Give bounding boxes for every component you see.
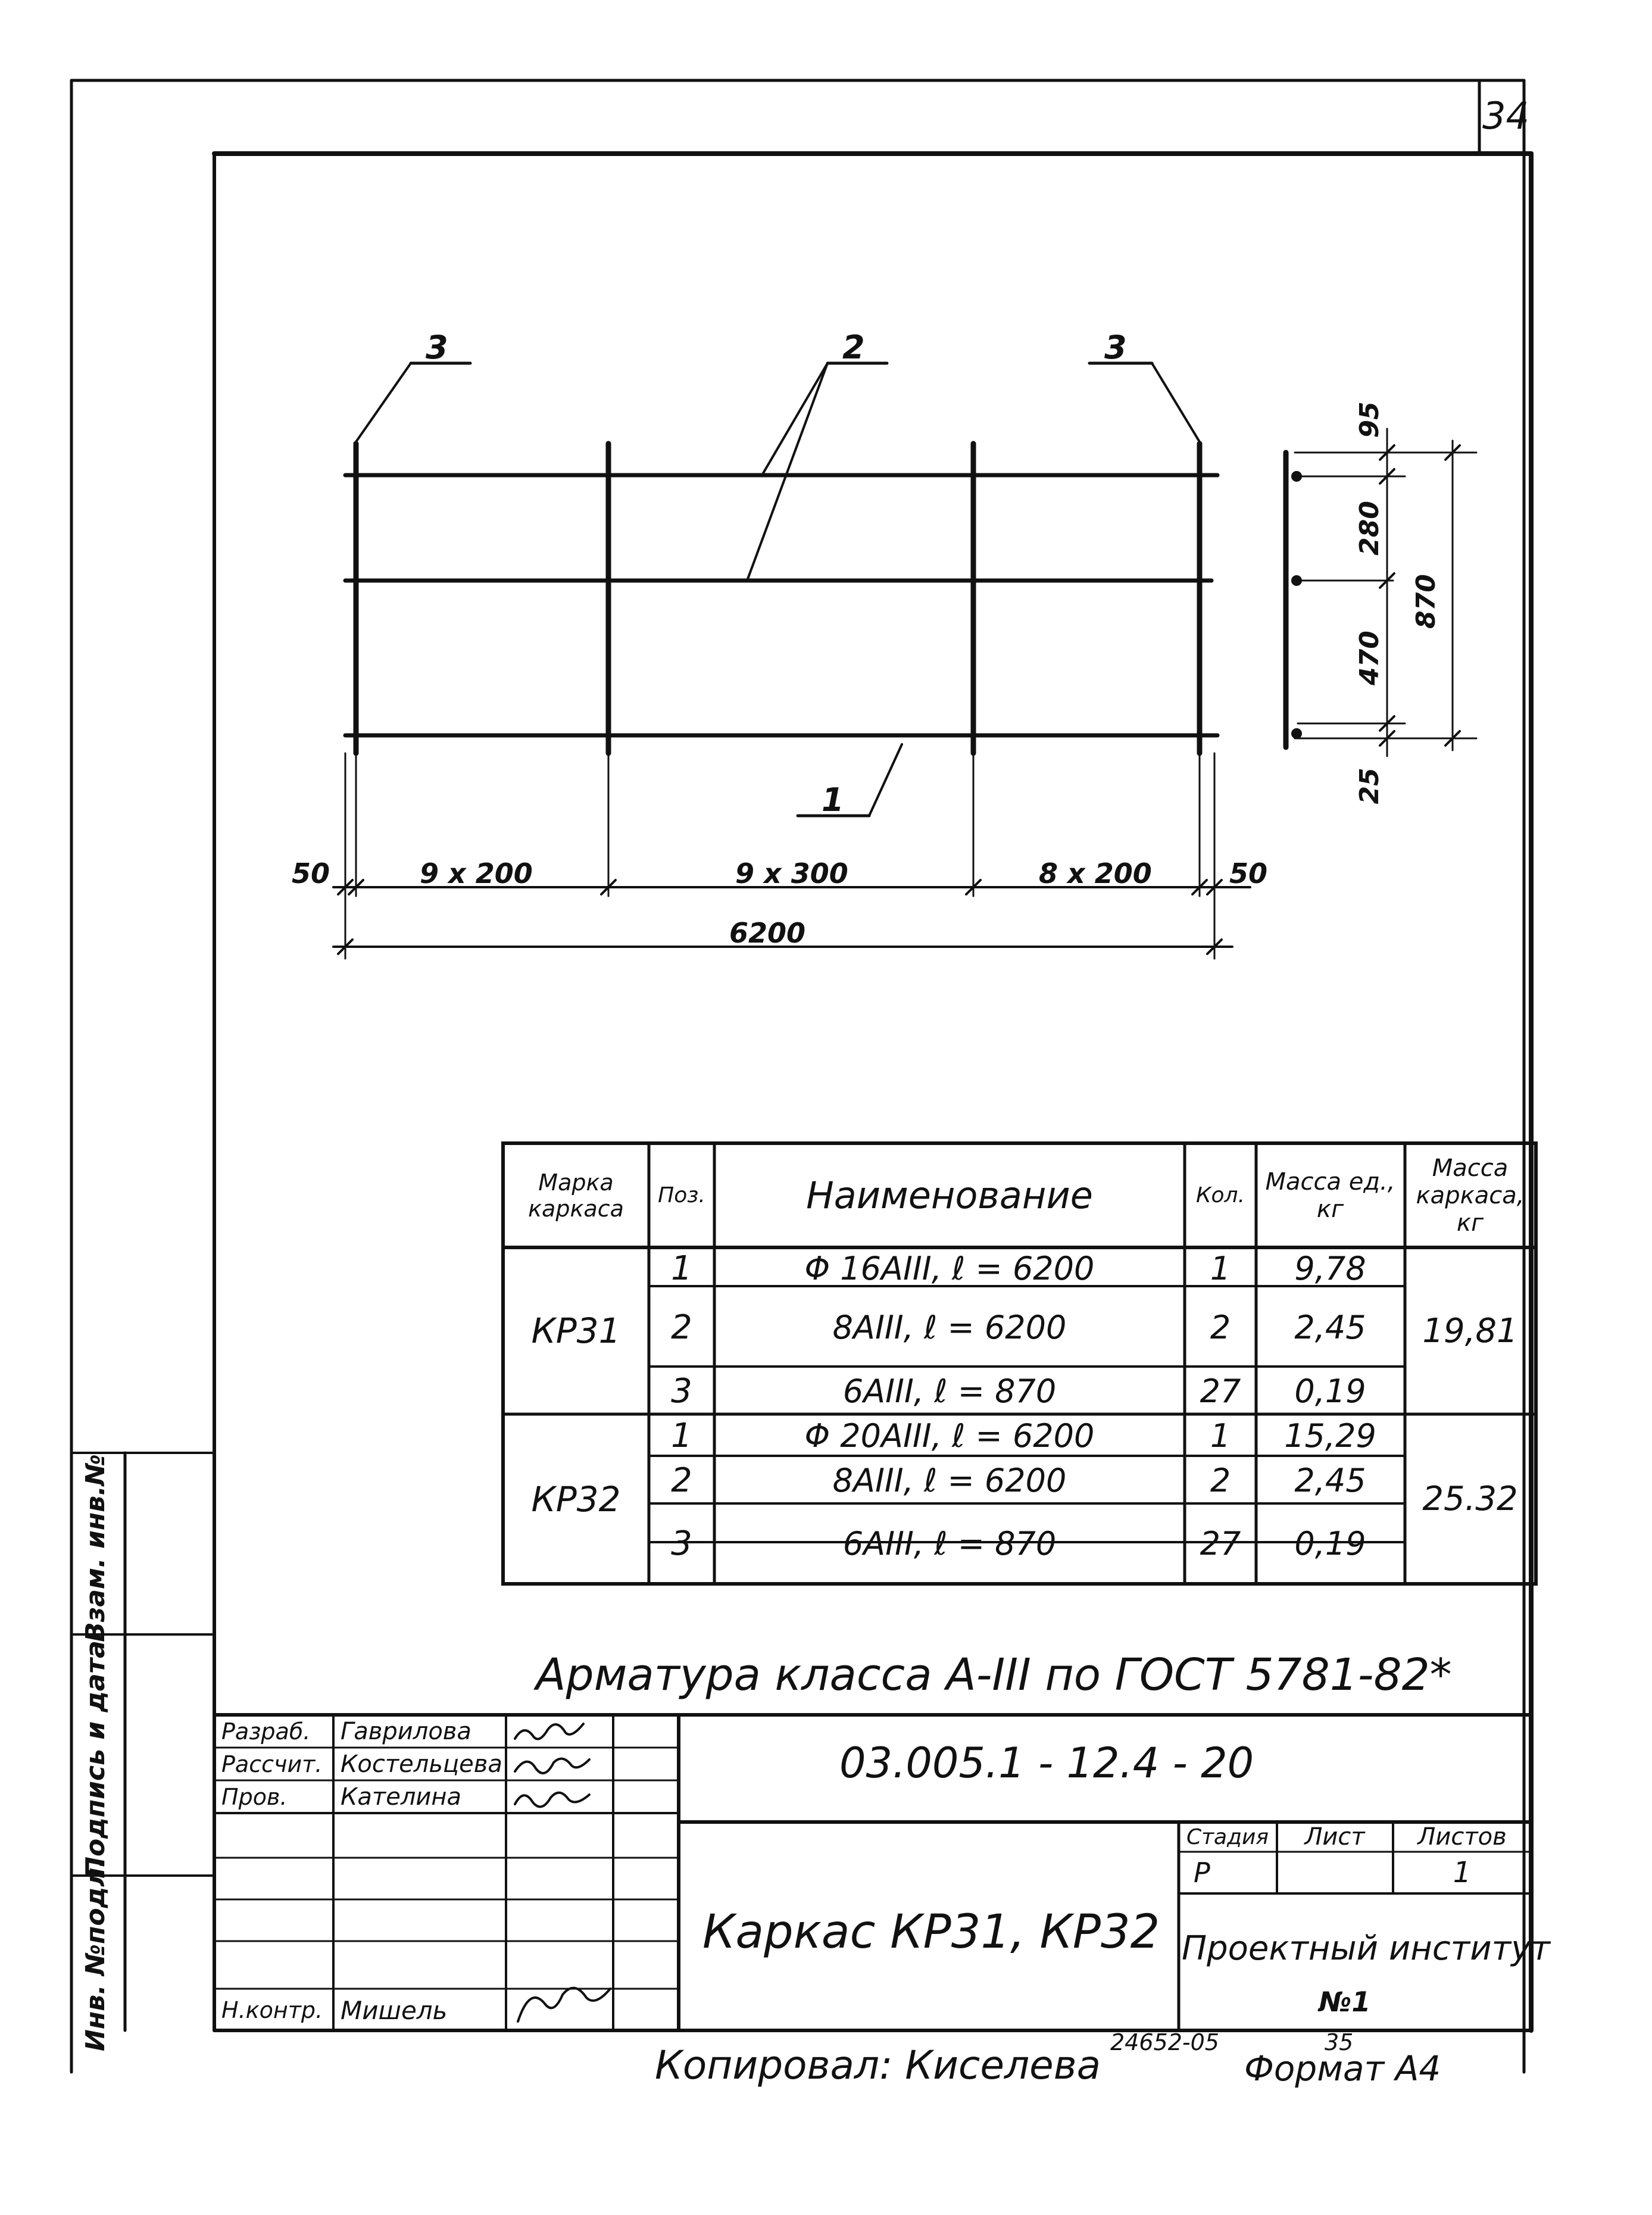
header-position: Поз. — [658, 1183, 705, 1208]
copied-by: Копировал: Киселева — [655, 2042, 1101, 2088]
page-number: 34 — [1482, 94, 1529, 138]
archive-number: 24652-05 — [1110, 2029, 1219, 2055]
stage-label: Стадия — [1186, 1824, 1269, 1849]
total-mass-kr31: 19,81 — [1422, 1311, 1518, 1350]
table-row-qty: 2 — [1210, 1462, 1231, 1499]
table-row-pos: 2 — [671, 1461, 692, 1500]
table-row-unit-mass: 0,19 — [1294, 1372, 1366, 1410]
table-row-pos: 1 — [671, 1417, 692, 1455]
table-row-qty: 27 — [1200, 1525, 1241, 1562]
dim-right-end: 50 — [1229, 857, 1268, 890]
sheet-label: Лист — [1304, 1823, 1365, 1851]
table-row-qty: 1 — [1210, 1417, 1231, 1455]
table-row-pos: 3 — [671, 1371, 692, 1411]
side-stamp-replace-inv: Взам. инв.№ — [80, 1454, 111, 1642]
organization-name: Проектный институт — [1182, 1929, 1551, 1968]
section-dim-top: 95 — [1354, 401, 1385, 438]
table-row-qty: 27 — [1200, 1372, 1241, 1410]
table-row-unit-mass: 0,19 — [1294, 1525, 1366, 1562]
dim-total-length: 6200 — [729, 917, 806, 949]
dim-spacing-left: 9 x 200 — [420, 857, 533, 890]
header-unit-mass: Масса ед., кг — [1265, 1168, 1395, 1223]
header-quantity: Кол. — [1195, 1183, 1245, 1208]
callout-position-1: 1 — [822, 781, 844, 819]
document-code: 03.005.1 - 12.4 - 20 — [839, 1739, 1254, 1787]
archive-sheet: 35 — [1325, 2029, 1354, 2055]
table-row-pos: 1 — [671, 1249, 692, 1288]
callout-position-2: 2 — [842, 329, 865, 366]
mark-kr31: КР31 — [531, 1311, 621, 1351]
section-dim-lower: 470 — [1354, 631, 1385, 685]
header-name: Наименование — [806, 1174, 1093, 1217]
header-mark: Марка каркаса — [528, 1169, 624, 1222]
sheets-value: 1 — [1453, 1856, 1472, 1889]
table-row-qty: 2 — [1210, 1308, 1231, 1346]
header-cage-mass: Масса каркаса, кг — [1416, 1154, 1525, 1237]
signer-name: Гаврилова — [341, 1718, 471, 1745]
signer-name: Костельцева — [341, 1751, 502, 1778]
section-dim-bottom: 25 — [1354, 768, 1385, 804]
reinforcement-note: Арматура класса А-III по ГОСТ 5781-82* — [536, 1649, 1452, 1701]
signer-role: Пров. — [221, 1784, 288, 1810]
table-row-qty: 1 — [1210, 1249, 1231, 1287]
table-row-unit-mass: 2,45 — [1294, 1308, 1366, 1346]
drawing-title: Каркас КР31, КР32 — [702, 1905, 1160, 1959]
table-row-unit-mass: 2,45 — [1294, 1462, 1366, 1499]
dim-spacing-right: 8 x 200 — [1039, 857, 1152, 890]
table-row-unit-mass: 15,29 — [1284, 1417, 1376, 1455]
table-row-pos: 2 — [671, 1308, 692, 1347]
sheet-format: Формат А4 — [1244, 2048, 1441, 2089]
table-row-name: 6AIII, ℓ = 870 — [842, 1372, 1057, 1410]
signer-role: Разраб. — [221, 1718, 311, 1745]
dim-left-end: 50 — [292, 857, 330, 890]
side-stamp-sign-date: Подпись и дата — [80, 1640, 111, 1879]
side-stamp-inv-no: Инв. №подл. — [80, 1857, 111, 2051]
callout-position-3-right: 3 — [1104, 329, 1127, 366]
section-dim-upper: 280 — [1354, 501, 1385, 556]
section-dim-total: 870 — [1411, 574, 1441, 629]
signer-name: Мишель — [341, 1995, 448, 2025]
total-mass-kr32: 25.32 — [1422, 1480, 1518, 1518]
mark-kr32: КР32 — [531, 1478, 621, 1520]
table-row-name: Φ 20AIII, ℓ = 6200 — [804, 1417, 1095, 1455]
signer-role: Рассчит. — [221, 1751, 323, 1777]
table-row-name: Φ 16AIII, ℓ = 6200 — [804, 1249, 1095, 1287]
table-row-name: 6AIII, ℓ = 870 — [842, 1525, 1057, 1562]
organization-number: №1 — [1319, 1986, 1371, 2018]
callout-position-3-left: 3 — [426, 329, 448, 366]
signer-name: Кателина — [341, 1783, 462, 1811]
table-row-unit-mass: 9,78 — [1294, 1249, 1366, 1287]
table-row-name: 8AIII, ℓ = 6200 — [832, 1308, 1067, 1346]
table-row-pos: 3 — [671, 1524, 692, 1563]
signer-role: Н.контр. — [221, 1997, 323, 2023]
sheets-label: Листов — [1417, 1823, 1507, 1851]
stage-value: Р — [1194, 1857, 1210, 1889]
dim-spacing-middle: 9 x 300 — [735, 857, 848, 890]
table-row-name: 8AIII, ℓ = 6200 — [832, 1462, 1067, 1499]
